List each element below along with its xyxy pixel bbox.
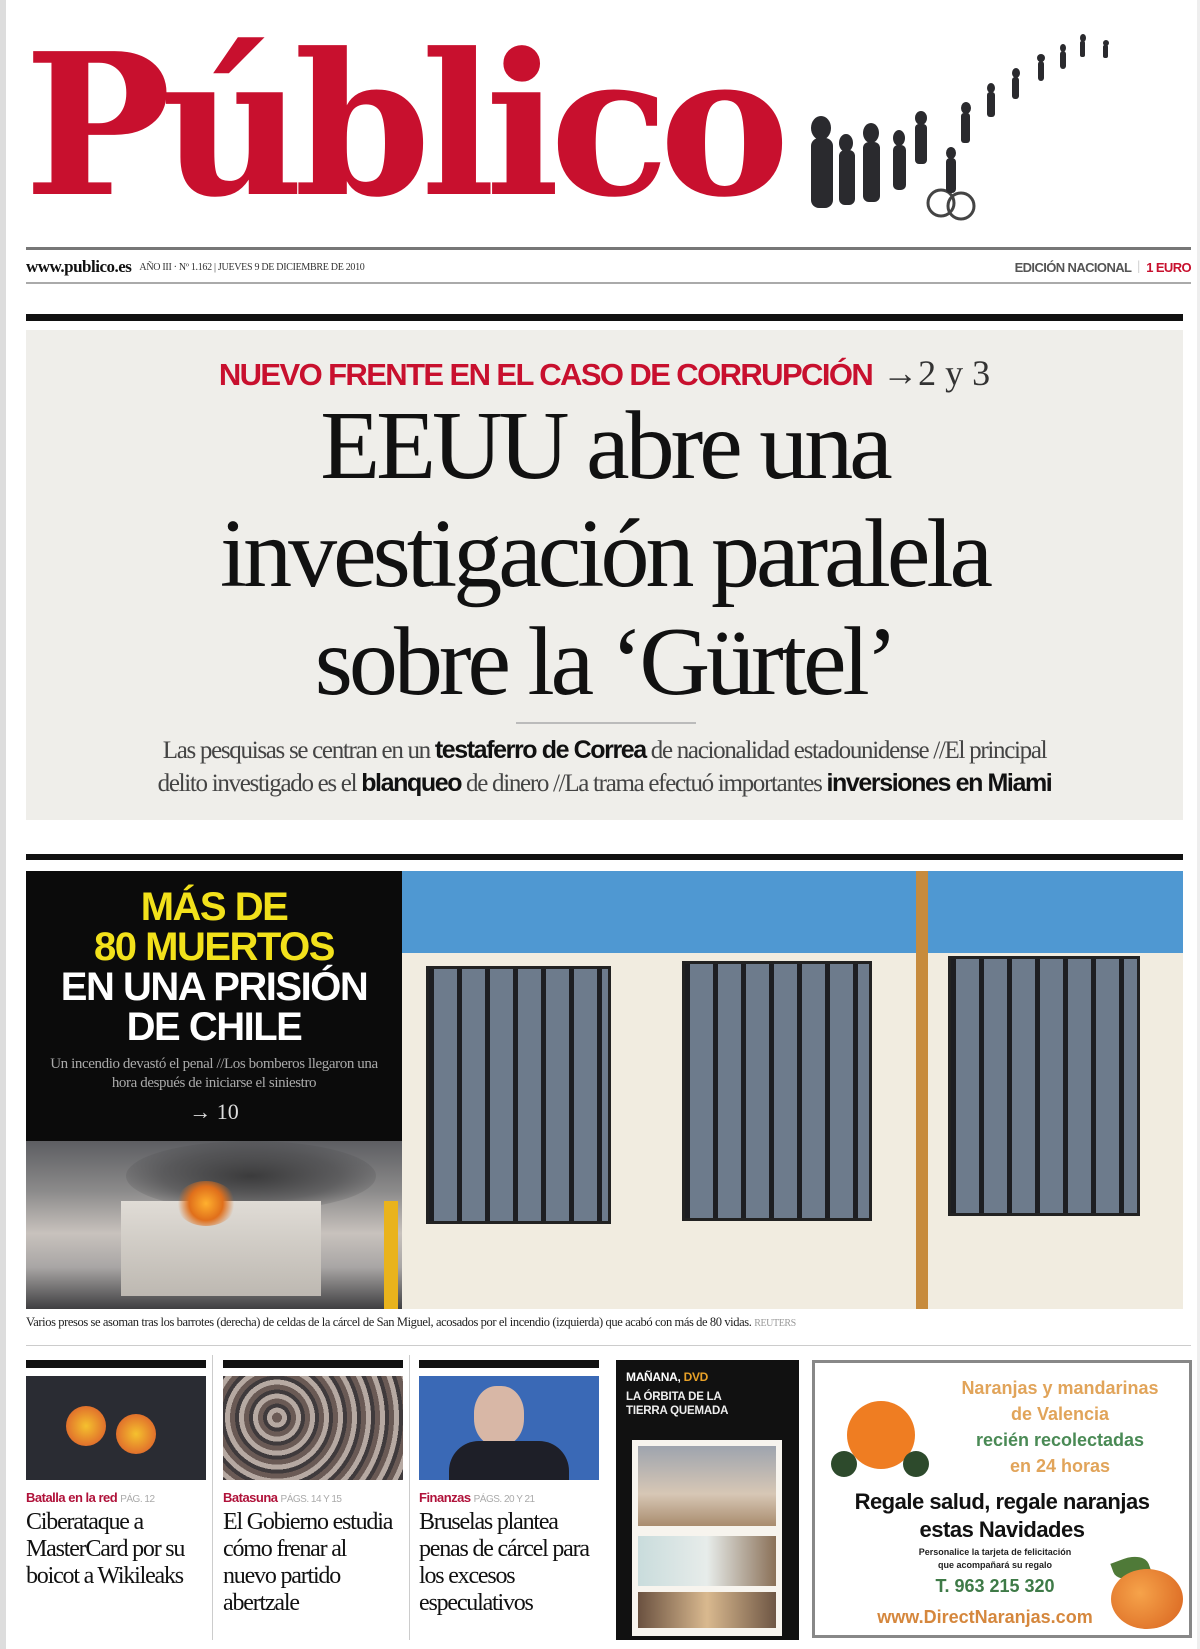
fine-print-line: Personalice la tarjeta de felicitación (918, 1547, 1072, 1557)
dvd-tag: DVD (683, 1370, 709, 1384)
deck-highlight: inversiones en Miami (826, 769, 1052, 797)
teaser-mastercard[interactable] (26, 1360, 206, 1635)
lead-deck (26, 734, 1183, 800)
chile-headline (26, 887, 402, 1047)
deck-text: Las pesquisas se centran en un (162, 737, 435, 764)
dvd-when: MAÑANA, (626, 1370, 681, 1384)
masthead-rule-top (26, 247, 1191, 250)
deck-highlight: testaferro de Correa (434, 736, 646, 764)
teaser-section (26, 1490, 206, 1505)
lead-kicker (26, 352, 1183, 394)
page-reference: → 10 (189, 1099, 239, 1124)
teaser-title[interactable]: Ciberataque a MasterCard por su boicot a Wikileaks (26, 1509, 185, 1589)
section-label: Finanzas (419, 1490, 471, 1505)
blue-wall-band (402, 871, 1183, 953)
ad-fine-print (875, 1546, 1115, 1572)
teaser-top-bar (419, 1360, 599, 1368)
directnaranjas-advertisement[interactable] (812, 1360, 1192, 1638)
leaf-ball (831, 1451, 857, 1477)
deck-text: de nacionalidad estadounidense //El principal (645, 737, 1047, 764)
teaser-batasuna[interactable] (223, 1360, 403, 1635)
column-divider (409, 1355, 410, 1640)
ad-line: en 24 horas (1009, 1456, 1111, 1476)
kicker-text: NUEVO FRENTE EN EL CASO DE CORRUPCIÓN (218, 357, 873, 392)
deck-text: delito investigado es el (157, 770, 362, 797)
cover-still (638, 1592, 776, 1628)
ad-slogan (815, 1488, 1189, 1544)
website-link[interactable]: www.publico.es (26, 257, 132, 276)
fine-print-line: que acompañará su regalo (937, 1560, 1053, 1570)
headline-divider (516, 722, 696, 724)
ad-text: Naranjas y mandarinas (961, 1378, 1159, 1398)
page-ref: PÁGS. 20 Y 21 (473, 1494, 535, 1505)
orange-fruit-icon (1111, 1569, 1183, 1629)
dvd-title-line: TIERRA QUEMADA (626, 1405, 729, 1417)
page-ref: PÁGS. 14 Y 15 (280, 1494, 342, 1505)
headline-line: EN UNA PRISIÓN (60, 965, 368, 1009)
lead-story[interactable] (26, 330, 1183, 820)
deck-text: de dinero //La trama efectuó importantes (461, 770, 827, 797)
dvd-label (616, 1360, 799, 1384)
teaser-top-bar (223, 1360, 403, 1368)
photo-caption (26, 1315, 1183, 1330)
page-ref: PÁG. 12 (120, 1494, 155, 1505)
prison-fire-photo (26, 1141, 402, 1309)
cover-still (638, 1446, 776, 1526)
teaser-finanzas[interactable] (419, 1360, 599, 1635)
teaser-section (419, 1490, 599, 1505)
cell-window (426, 966, 611, 1224)
pole (916, 871, 928, 1309)
crowd-photo (223, 1376, 403, 1480)
lead-top-bar (26, 314, 1183, 321)
headline-line: 80 MUERTOS (94, 925, 334, 969)
teaser-section (223, 1490, 403, 1505)
masthead-info-bar (26, 256, 1191, 278)
lead-headline[interactable] (26, 392, 1183, 716)
face (474, 1386, 524, 1446)
issue-info: AÑO III · Nº 1.162 | JUEVES 9 DE DICIEMBRE DE 2010 (139, 261, 365, 273)
headline-line: sobre la ‘Gürtel’ (314, 608, 895, 716)
slogan-line: estas Navidades (919, 1517, 1085, 1542)
suit (449, 1441, 569, 1480)
dvd-cover-image (632, 1440, 782, 1636)
chile-top-bar (26, 854, 1183, 860)
teaser-title[interactable]: El Gobierno estudia cómo frenar al nuevo partido abertzale (223, 1509, 393, 1616)
photo-credit: REUTERS (754, 1318, 796, 1329)
cell-window (682, 961, 872, 1221)
teaser-title[interactable]: Bruselas plantea penas de cárcel para los excesos especulativos (419, 1509, 589, 1616)
page-reference: →2 y 3 (882, 353, 991, 393)
cell-window (948, 956, 1140, 1216)
chile-subhead: Un incendio devastó el penal //Los bomberos llegaron una hora después de iniciarse el siniestro (50, 1056, 378, 1091)
ad-line: recién recolectadas (975, 1430, 1145, 1450)
pole (384, 1201, 398, 1309)
divider: | (1137, 259, 1141, 274)
mastercard-photo (26, 1376, 206, 1480)
card-logo-circle (66, 1406, 106, 1446)
headline-line: MÁS DE (140, 885, 288, 929)
section-label: Batalla en la red (26, 1490, 118, 1505)
price-label: 1 EURO (1146, 259, 1191, 275)
masthead-logo: Público (24, 11, 780, 241)
caption-text: Varios presos se asoman tras los barrotes (derecha) de celdas de la cárcel de San Miguel, acosados por el incendio (izquierda) que acabó con más de 80 vidas. (26, 1315, 752, 1329)
headline-line: EEUU abre una (320, 392, 889, 500)
dvd-title-line: LA ÓRBITA DE LA (626, 1391, 722, 1403)
slogan-line: Regale salud, regale naranjas (854, 1489, 1150, 1514)
masthead-rule-bottom (26, 282, 1191, 284)
teaser-top-bar (26, 1360, 206, 1368)
section-divider (26, 1345, 1191, 1346)
prisoners-behind-bars-photo (402, 871, 1183, 1309)
section-label: Batasuna (223, 1490, 278, 1505)
dvd-title (616, 1384, 799, 1418)
column-divider (212, 1355, 213, 1640)
ad-website-link[interactable]: www.DirectNaranjas.com (877, 1607, 1093, 1627)
headline-line: DE CHILE (126, 1005, 302, 1049)
cover-still (638, 1536, 776, 1586)
chile-story-box[interactable] (26, 871, 402, 1141)
flame (176, 1181, 236, 1226)
deck-highlight: blanqueo (361, 769, 462, 797)
dvd-promo[interactable] (616, 1360, 799, 1640)
ad-line (935, 1375, 1185, 1427)
leaf-ball (903, 1451, 929, 1477)
official-speaking-photo (419, 1376, 599, 1480)
headline-line: investigación paralela (219, 500, 990, 608)
walking-people-illustration (801, 18, 1146, 228)
ad-text: de Valencia (1010, 1404, 1110, 1424)
ad-phone[interactable]: T. 963 215 320 (935, 1576, 1055, 1596)
edition-label: EDICIÓN NACIONAL (1014, 259, 1132, 275)
orange-logo-icon (825, 1373, 935, 1483)
card-logo-circle (116, 1414, 156, 1454)
